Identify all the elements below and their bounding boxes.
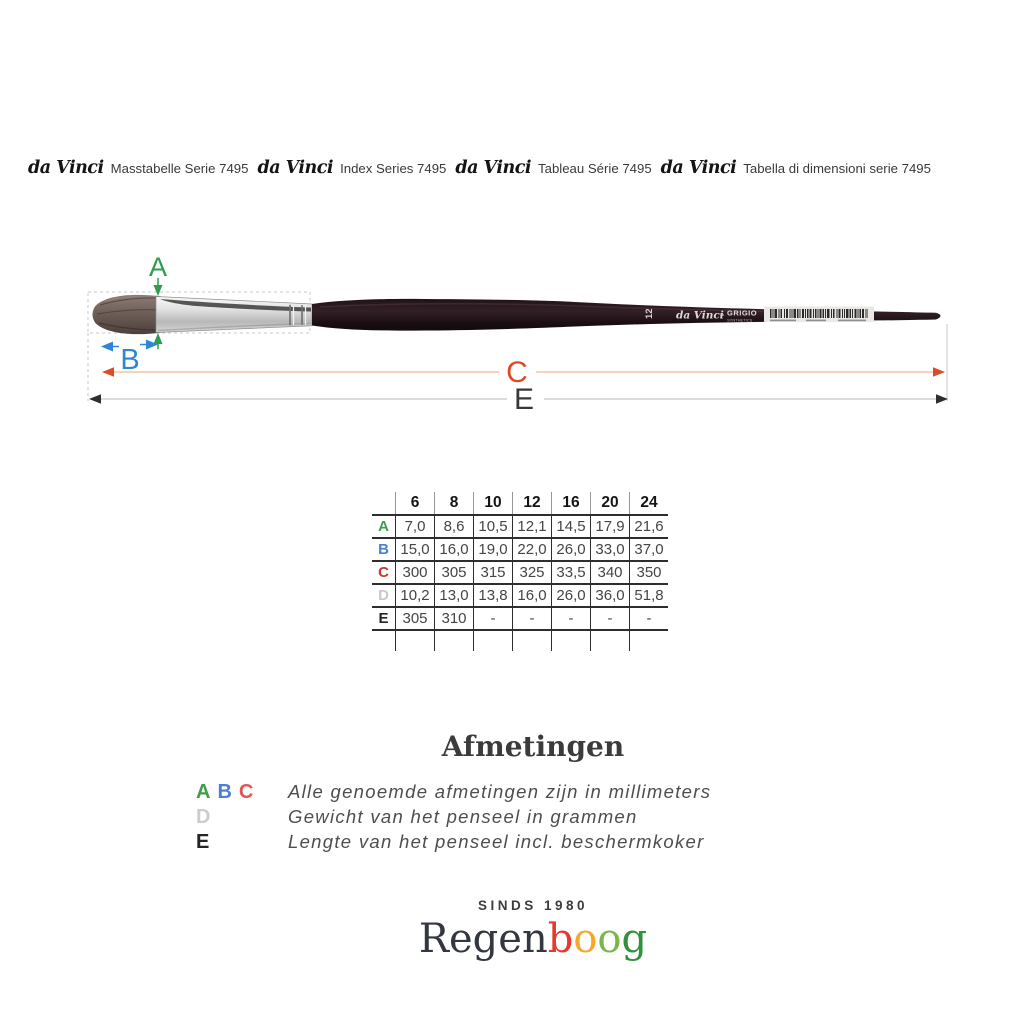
cell: 7,0 [396, 515, 435, 538]
davinci-logo: da Vinci [28, 158, 104, 178]
cell: 33,0 [591, 538, 630, 561]
dimension-c-label: C [506, 356, 528, 389]
logo-letter: o [597, 916, 622, 962]
table-row-b [372, 538, 668, 561]
series-title-fr: Tableau Série 7495 [538, 161, 652, 176]
size-table-header-row [372, 492, 668, 515]
cell: - [552, 607, 591, 630]
cell: 340 [591, 561, 630, 584]
table-row-c [372, 561, 668, 584]
brand-segment [455, 158, 651, 178]
cell: 19,0 [474, 538, 513, 561]
corner-cell [372, 492, 396, 515]
barcode-label [764, 307, 874, 323]
dimension-a-label: A [148, 252, 168, 282]
row-label: E [378, 610, 389, 627]
series-title-de: Masstabelle Serie 7495 [110, 161, 249, 176]
dimension-e-label: E [513, 383, 535, 416]
legend-letter-d: D [196, 806, 211, 828]
cell: 17,9 [591, 515, 630, 538]
cell: 26,0 [552, 584, 591, 607]
row-label: D [378, 587, 389, 604]
cell: 300 [396, 561, 435, 584]
row-label: A [378, 518, 389, 535]
table-row-d [372, 584, 668, 607]
brush-size-number: 12 [644, 308, 655, 319]
cell: 22,0 [513, 538, 552, 561]
regenboog-logo [42, 916, 1024, 962]
legend-text: Lengte van het penseel incl. beschermkoker [288, 831, 705, 852]
cell: 350 [630, 561, 669, 584]
row-label: C [378, 564, 389, 581]
logo-letter: o [573, 916, 598, 962]
cell: 315 [474, 561, 513, 584]
cell: - [474, 607, 513, 630]
cell: 36,0 [591, 584, 630, 607]
brush-series-text: GRIGIO [727, 308, 758, 318]
table-row-a [372, 515, 668, 538]
dimension-b-label: B [120, 344, 140, 376]
brush-image [93, 295, 941, 334]
cell: - [513, 607, 552, 630]
size-col-header: 8 [435, 492, 474, 515]
brand-segment [257, 158, 446, 178]
legend-title: Afmetingen [441, 730, 625, 763]
legend-row-d [196, 806, 711, 831]
brand-segment [661, 158, 931, 178]
cell: 13,8 [474, 584, 513, 607]
legend-text: Alle genoemde afmetingen zijn in millimeters [288, 781, 712, 802]
logo-letter: g [621, 916, 648, 962]
brand-header [28, 158, 1018, 178]
cell: 21,6 [630, 515, 669, 538]
davinci-logo: da Vinci [455, 158, 532, 178]
brush-series-subtext: SYNTHETICS [727, 317, 753, 323]
table-row-e [372, 607, 668, 630]
legend-row-e [196, 831, 711, 856]
legend [196, 781, 711, 856]
cell: 13,0 [435, 584, 474, 607]
series-title-it: Tabella di dimensioni serie 7495 [743, 161, 931, 176]
brush-hair [93, 295, 163, 334]
cell: 10,2 [396, 584, 435, 607]
size-col-header: 24 [630, 492, 669, 515]
cell: 16,0 [513, 584, 552, 607]
legend-letter-b: B [217, 781, 232, 803]
cell: 15,0 [396, 538, 435, 561]
brush-handle [312, 299, 941, 331]
davinci-logo: da Vinci [257, 158, 334, 178]
cell: 305 [435, 561, 474, 584]
table-row-empty [372, 630, 668, 651]
cell: 12,1 [513, 515, 552, 538]
size-col-header: 16 [552, 492, 591, 515]
logo-letter: b [547, 916, 574, 962]
cell: 26,0 [552, 538, 591, 561]
legend-letter-e: E [196, 831, 210, 853]
size-col-header: 10 [474, 492, 513, 515]
cell: 8,6 [435, 515, 474, 538]
cell: 305 [396, 607, 435, 630]
size-table [372, 492, 668, 651]
dimension-e [89, 383, 948, 416]
row-label: B [378, 541, 389, 558]
size-col-header: 20 [591, 492, 630, 515]
logo-prefix: Regen [418, 916, 548, 962]
cell: 51,8 [630, 584, 669, 607]
brand-segment [28, 158, 248, 178]
cell: 14,5 [552, 515, 591, 538]
cell: 325 [513, 561, 552, 584]
legend-letter-a: A [196, 781, 211, 803]
cell: 33,5 [552, 561, 591, 584]
brush-brand-text: da Vinci [676, 309, 724, 322]
legend-row-abc [196, 781, 711, 806]
series-title-en: Index Series 7495 [340, 161, 447, 176]
legend-letter-c: C [238, 781, 254, 803]
size-col-header: 6 [396, 492, 435, 515]
cell: 16,0 [435, 538, 474, 561]
cell: - [591, 607, 630, 630]
davinci-logo: da Vinci [660, 158, 737, 178]
brush-dimension-diagram [0, 240, 1024, 420]
cell: 310 [435, 607, 474, 630]
cell: - [630, 607, 669, 630]
brush-ferrule [156, 297, 312, 333]
legend-text: Gewicht van het penseel in grammen [288, 806, 638, 827]
cell: 37,0 [630, 538, 669, 561]
size-col-header: 12 [513, 492, 552, 515]
footer-tagline: SINDS 1980 [477, 898, 589, 913]
cell: 10,5 [474, 515, 513, 538]
